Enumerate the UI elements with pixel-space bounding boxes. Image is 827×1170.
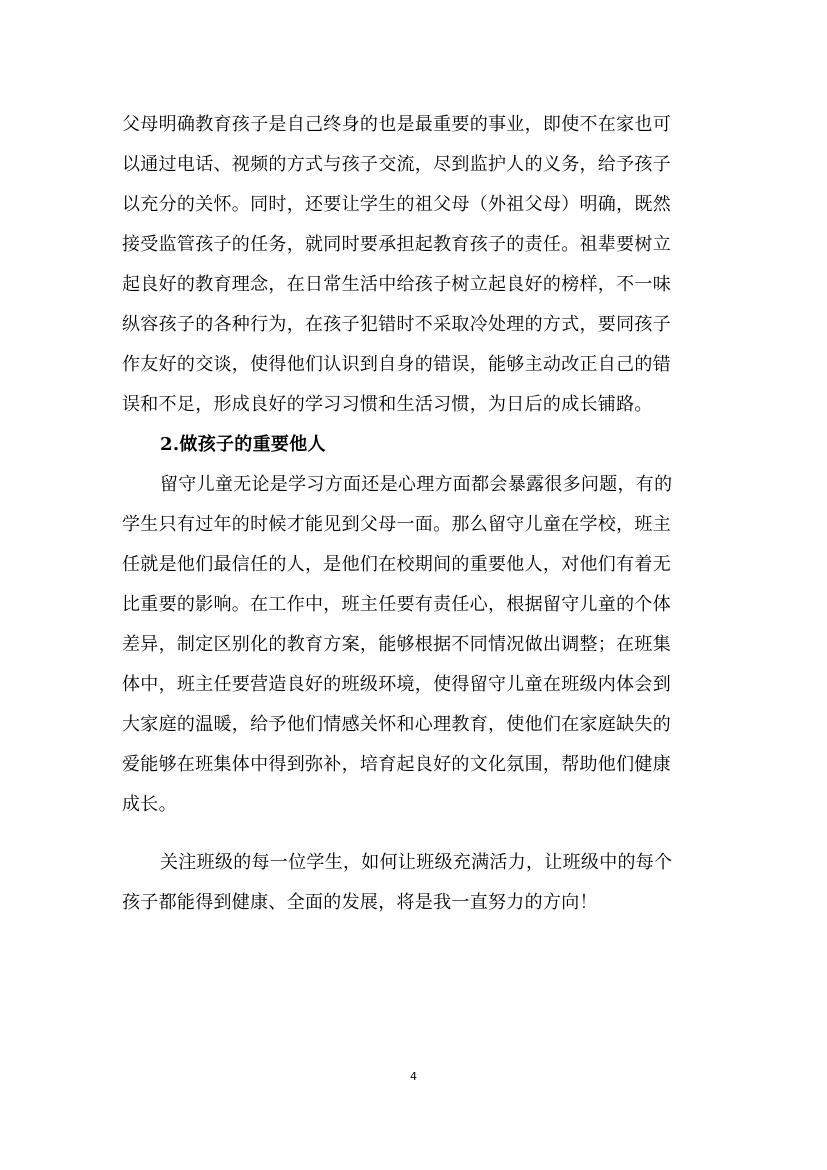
paragraph-1-line-4: 接受监管孩子的任务，就同时要承担起教育孩子的责任。祖辈要树立 (122, 234, 671, 255)
paragraph-1-line-8: 误和不足，形成良好的学习习惯和生活习惯，为日后的成长铺路。 (122, 394, 653, 415)
paragraph-2-line-6: 体中，班主任要营造良好的班级环境，使得留守儿童在班级内体会到 (122, 674, 671, 695)
paragraph-2-line-9: 成长。 (122, 794, 177, 815)
paragraph-1-line-1: 父母明确教育孩子是自己终身的也是最重要的事业，即使不在家也可 (122, 114, 671, 135)
paragraph-2-line-7: 大家庭的温暖，给予他们情感关怀和心理教育，使他们在家庭缺失的 (122, 714, 671, 735)
paragraph-2-line-4: 比重要的影响。在工作中，班主任要有责任心，根据留守儿童的个体 (122, 594, 671, 615)
paragraph-1-line-3: 以充分的关怀。同时，还要让学生的祖父母（外祖父母）明确，既然 (122, 194, 671, 215)
page-number: 4 (410, 1070, 417, 1083)
paragraph-1-line-6: 纵容孩子的各种行为，在孩子犯错时不采取冷处理的方式，要同孩子 (122, 314, 671, 335)
paragraph-2-line-5: 差异，制定区别化的教育方案，能够根据不同情况做出调整；在班集 (122, 634, 671, 655)
paragraph-2-line-2: 学生只有过年的时候才能见到父母一面。那么留守儿童在学校，班主 (122, 514, 671, 535)
paragraph-2-line-3: 任就是他们最信任的人，是他们在校期间的重要他人，对他们有着无 (122, 554, 671, 575)
section-heading: 2.做孩子的重要他人 (160, 434, 326, 455)
paragraph-2-line-8: 爱能够在班集体中得到弥补，培育起良好的文化氛围，帮助他们健康 (122, 754, 671, 775)
paragraph-3-line-1: 关注班级的每一位学生，如何让班级充满活力，让班级中的每个 (160, 852, 673, 873)
paragraph-2-line-1: 留守儿童无论是学习方面还是心理方面都会暴露很多问题，有的 (160, 474, 673, 495)
paragraph-1-line-2: 以通过电话、视频的方式与孩子交流，尽到监护人的义务，给予孩子 (122, 154, 671, 175)
paragraph-1-line-7: 作友好的交谈，使得他们认识到自身的错误，能够主动改正自己的错 (122, 354, 671, 375)
paragraph-1-line-5: 起良好的教育理念，在日常生活中给孩子树立起良好的榜样，不一味 (122, 274, 671, 295)
paragraph-3-line-2: 孩子都能得到健康、全面的发展，将是我一直努力的方向！ (122, 892, 598, 913)
